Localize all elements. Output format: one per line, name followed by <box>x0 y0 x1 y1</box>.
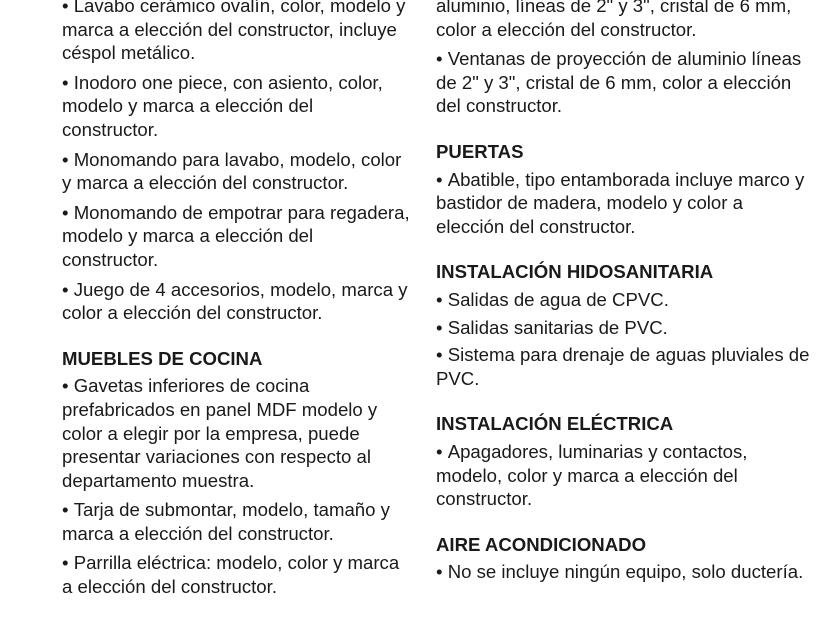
list-item: • Ventanas de proyección de aluminio líneas de 2" y 3", cristal de 6 mm, color a elección del constructor. <box>436 47 816 118</box>
list-item: • Sistema para drenaje de aguas pluviales de PVC. <box>436 343 816 390</box>
left-column <box>62 0 412 605</box>
section-title-electrica: INSTALACIÓN ELÉCTRICA <box>436 413 674 435</box>
section-title-hidrosanitaria: INSTALACIÓN HIDOSANITARIA <box>436 261 714 283</box>
list-item: • Salidas de agua de CPVC. <box>436 288 816 312</box>
section-title-puertas: PUERTAS <box>436 140 524 162</box>
section-title-aire: AIRE ACONDICIONADO <box>436 533 647 555</box>
list-item: • Inodoro one piece, con asiento, color, modelo y marca a elección del constructor. <box>62 71 412 142</box>
list-item: • Salidas sanitarias de PVC. <box>436 316 816 340</box>
list-item: • Monomando para lavabo, modelo, color y marca a elección del constructor. <box>62 148 412 195</box>
continued-text: aluminio, líneas de 2" y 3", cristal de 6 mm, color a elección del constructor. <box>436 0 792 40</box>
list-item: • Juego de 4 accesorios, modelo, marca y color a elección del constructor. <box>62 278 412 325</box>
list-item: • Abatible, tipo entamborada incluye marco y bastidor de madera, modelo y color a elección del constructor. <box>436 168 816 239</box>
list-item: • Lavabo cerámico ovalín, color, modelo y marca a elección del constructor, incluye céspol metálico. <box>62 0 412 65</box>
list-item: • Apagadores, luminarias y contactos, modelo, color y marca a elección del constructor. <box>436 440 816 511</box>
right-column <box>436 0 816 590</box>
list-item: • No se incluye ningún equipo, solo ductería. <box>436 560 816 584</box>
list-item: • Gavetas inferiores de cocina prefabricados en panel MDF modelo y color a elegir por la empresa, puede presentar variaciones con respecto al departamento muestra. <box>62 374 412 492</box>
section-title-muebles: MUEBLES DE COCINA <box>62 347 263 369</box>
list-item: • Tarja de submontar, modelo, tamaño y marca a elección del constructor. <box>62 498 412 545</box>
list-item: • Monomando de empotrar para regadera, modelo y marca a elección del constructor. <box>62 201 412 272</box>
list-item: • Parrilla eléctrica: modelo, color y marca a elección del constructor. <box>62 551 412 598</box>
